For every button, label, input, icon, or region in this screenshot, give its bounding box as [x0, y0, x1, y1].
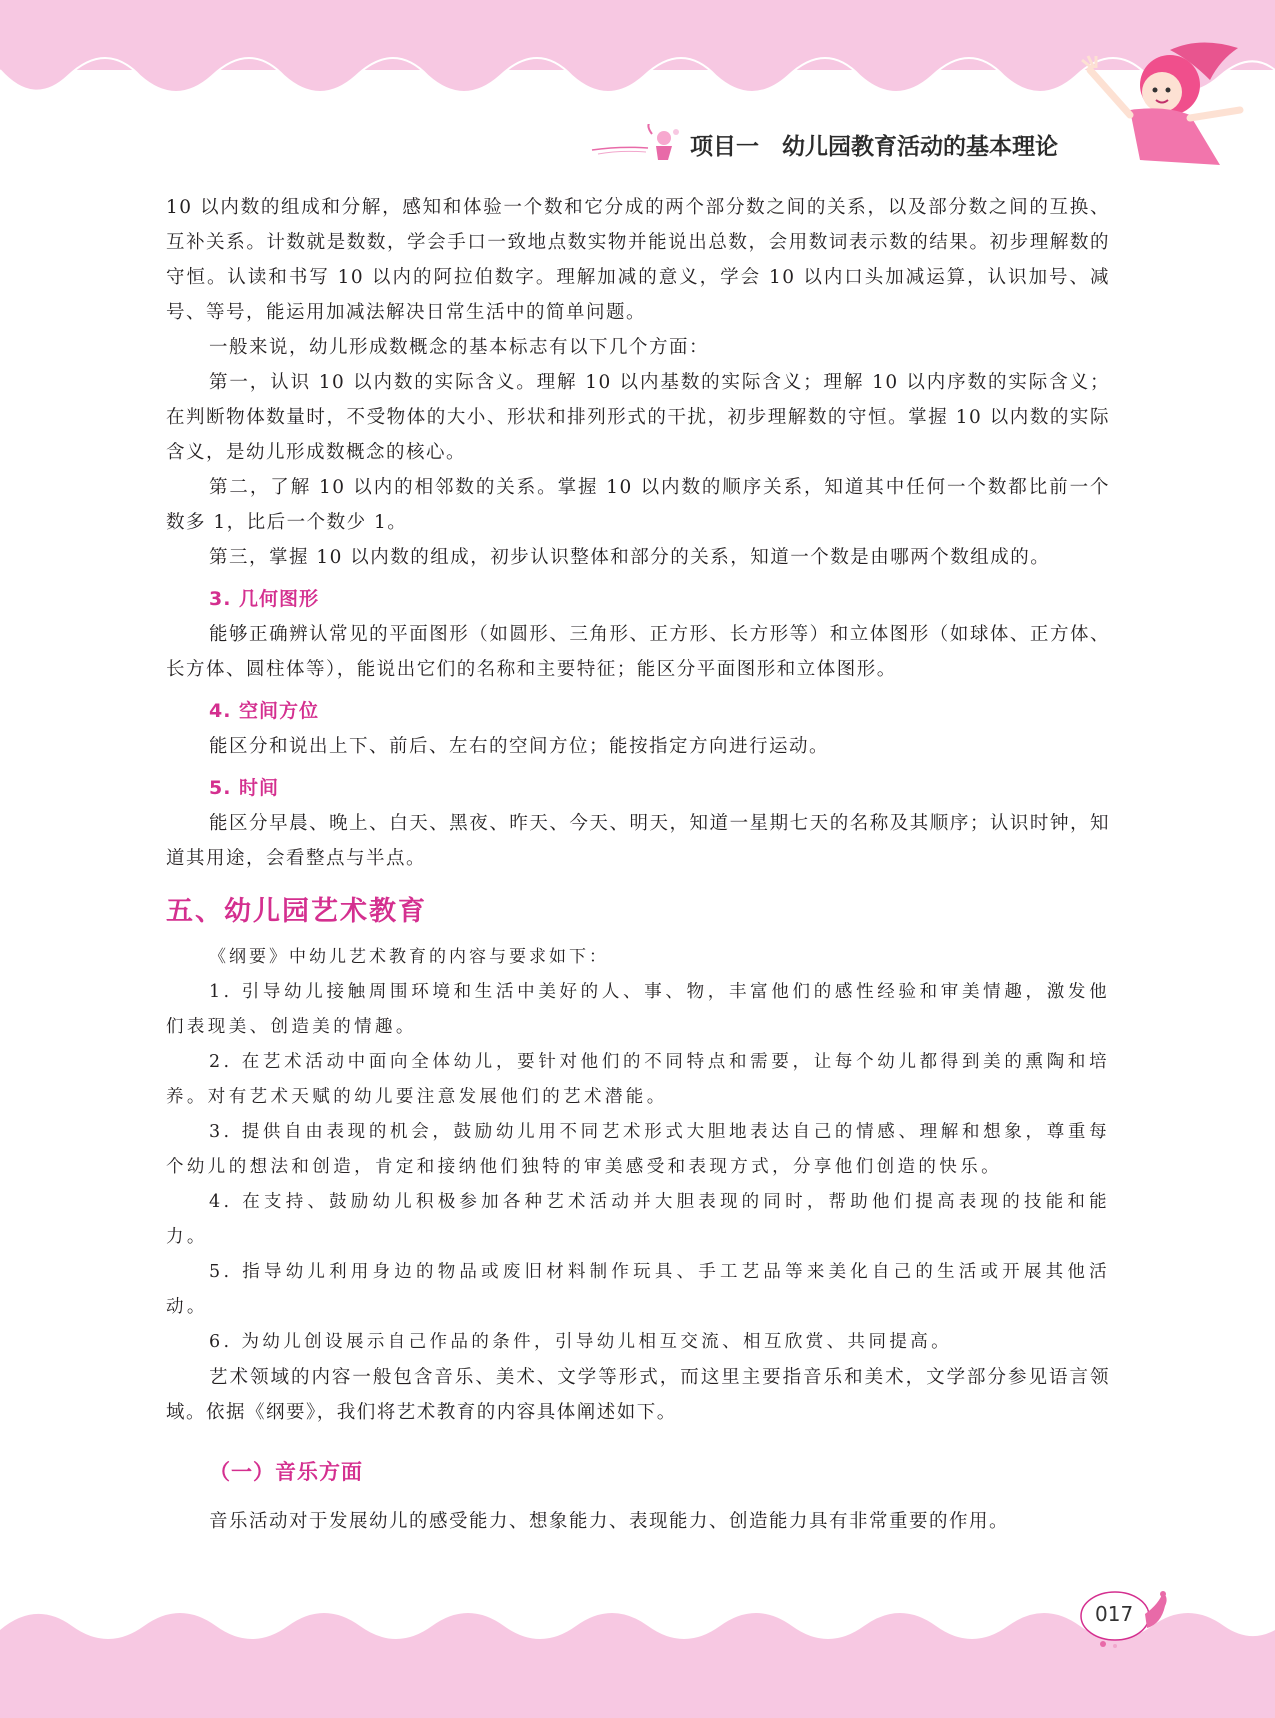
running-header: [590, 124, 1090, 164]
list-item: 5. 指导幼儿利用身边的物品或废旧材料制作玩具、手工艺品等来美化自己的生活或开展其他活动。: [166, 1262, 1110, 1317]
paragraph: 能区分和说出上下、前后、左右的空间方位；能按指定方向进行运动。: [209, 736, 830, 757]
paragraph: 艺术领域的内容一般包含音乐、美术、文学等形式，而这里主要指音乐和美术，文学部分参见语言领域。依据《纲要》，我们将艺术教育的内容具体阐述如下。: [166, 1367, 1110, 1423]
subheading-time: 5. 时间: [209, 777, 280, 799]
subheading-space: 4. 空间方位: [209, 700, 320, 722]
paragraph: 能够正确辨认常见的平面图形（如圆形、三角形、正方形、长方形等）和立体图形（如球体、正方体、长方体、圆柱体等），能说出它们的名称和主要特征；能区分平面图形和立体图形。: [166, 624, 1110, 680]
paragraph: 能区分早晨、晚上、白天、黑夜、昨天、今天、明天，知道一星期七天的名称及其顺序；认识时钟，知道其用途，会看整点与半点。: [166, 813, 1110, 869]
paragraph: 一般来说，幼儿形成数概念的基本标志有以下几个方面：: [209, 337, 710, 358]
paragraph: 第三，掌握 10 以内数的组成，初步认识整体和部分的关系，知道一个数是由哪两个数组成的。: [209, 547, 1051, 568]
list-item: 6. 为幼儿创设展示自己作品的条件，引导幼儿相互交流、相互欣赏、共同提高。: [209, 1332, 953, 1352]
paragraph: 音乐活动对于发展幼儿的感受能力、想象能力、表现能力、创造能力具有非常重要的作用。: [209, 1511, 1010, 1532]
paragraph: 第二，了解 10 以内的相邻数的关系。掌握 10 以内数的顺序关系，知道其中任何一个数都比前一个数多 1，比后一个数少 1。: [166, 477, 1110, 533]
subheading-geometry: 3. 几何图形: [209, 588, 320, 610]
paragraph: 10 以内数的组成和分解，感知和体验一个数和它分成的两个部分数之间的关系，以及部分数之间的互换、互补关系。计数就是数数，学会手口一致地点数实物并能说出总数，会用数词表示数的结果。初步理解数的守恒。认读和书写 10 以内的阿拉伯数字。理解加减的意义，学会 10 以内口头加减运算，认识加号、减号、等号，能运用加减法解决日常生活中的简单问题。: [166, 197, 1110, 323]
fairy-icon: [590, 124, 690, 164]
page-content: [166, 190, 1110, 1539]
header-title: 项目一 幼儿园教育活动的基本理论: [690, 134, 1058, 160]
list-item: 1. 引导幼儿接触周围环境和生活中美好的人、事、物，丰富他们的感性经验和审美情趣，激发他们表现美、创造美的情趣。: [166, 982, 1110, 1037]
page-number: 017: [1095, 1602, 1134, 1626]
page-number-badge: [1073, 1584, 1173, 1654]
subsection-title: （一）音乐方面: [209, 1460, 363, 1484]
section-title: 五、幼儿园艺术教育: [166, 896, 427, 927]
list-item: 3. 提供自由表现的机会，鼓励幼儿用不同艺术形式大胆地表达自己的情感、理解和想象，尊重每个幼儿的想法和创造，肯定和接纳他们独特的审美感受和表现方式，分享他们创造的快乐。: [166, 1122, 1110, 1177]
paragraph: 第一，认识 10 以内数的实际含义。理解 10 以内基数的实际含义；理解 10 以内序数的实际含义；在判断物体数量时，不受物体的大小、形状和排列形式的干扰，初步理解数的守恒。掌握 10 以内数的实际含义，是幼儿形成数概念的核心。: [166, 372, 1110, 463]
list-item: 2. 在艺术活动中面向全体幼儿，要针对他们的不同特点和需要，让每个幼儿都得到美的熏陶和培养。对有艺术天赋的幼儿要注意发展他们的艺术潜能。: [166, 1052, 1110, 1107]
girl-illustration: [1070, 40, 1260, 170]
paragraph: 《纲要》中幼儿艺术教育的内容与要求如下：: [209, 947, 609, 967]
list-item: 4. 在支持、鼓励幼儿积极参加各种艺术活动并大胆表现的同时，帮助他们提高表现的技能和能力。: [166, 1192, 1110, 1247]
